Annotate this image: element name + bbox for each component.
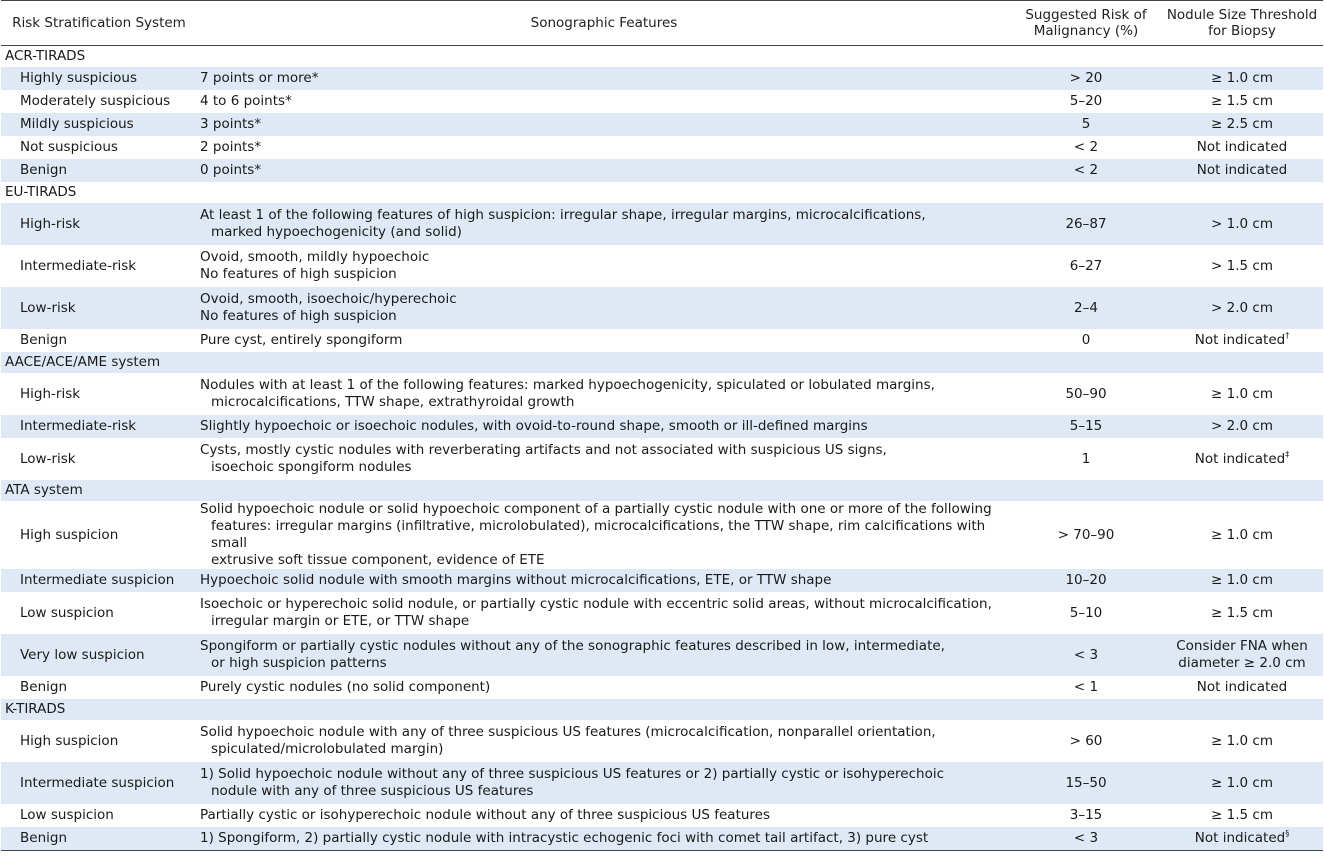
threshold-text: ≥ 1.5 cm — [1211, 93, 1273, 109]
risk-of-malignancy: 10–20 — [1011, 569, 1161, 592]
threshold-text: diameter ≥ 2.0 cm — [1178, 655, 1306, 671]
feature-line: nodule with any of three suspicious US features — [211, 783, 534, 799]
feature-line: spiculated/microlobulated margin) — [211, 741, 444, 757]
threshold-text: ≥ 1.0 cm — [1211, 385, 1273, 402]
category-label: Benign — [20, 679, 67, 695]
risk-of-malignancy: 26–87 — [1011, 203, 1161, 245]
risk-of-malignancy: > 20 — [1011, 67, 1161, 90]
sonographic-features — [197, 501, 1011, 569]
threshold-text: Not indicated — [1194, 830, 1286, 846]
feature-line: isoechoic spongiform nodules — [211, 459, 412, 475]
size-threshold — [1161, 592, 1323, 634]
size-threshold — [1161, 501, 1323, 569]
size-threshold — [1161, 438, 1323, 480]
feature-line: Ovoid, smooth, mildly hypoechoic — [200, 249, 430, 265]
threshold-text: ≥ 1.5 cm — [1211, 807, 1273, 823]
sonographic-features — [197, 438, 1011, 480]
feature-line: 3 points* — [200, 116, 262, 132]
threshold-text: Not indicated — [1194, 332, 1286, 348]
threshold-text: > 1.5 cm — [1211, 257, 1273, 274]
risk-of-malignancy: 1 — [1081, 450, 1091, 467]
table-row — [1, 676, 1323, 699]
category-label: Intermediate suspicion — [1, 569, 197, 592]
group-title: AACE/ACE/AME system — [1, 352, 1323, 373]
category-label: Not suspicious — [20, 139, 118, 155]
group-row — [1, 699, 1323, 720]
size-threshold — [1161, 67, 1323, 90]
feature-line: microcalcifications, TTW shape, extrathyroidal growth — [211, 394, 575, 410]
header-risk: Suggested Risk of Malignancy (%) — [1025, 7, 1147, 39]
category-label: Benign — [1, 827, 197, 851]
category-label: Intermediate suspicion — [1, 762, 197, 804]
risk-of-malignancy: 0 — [1081, 332, 1091, 348]
risk-of-malignancy: 5 — [1011, 113, 1161, 136]
size-threshold — [1161, 415, 1323, 438]
sonographic-features — [197, 569, 1011, 592]
size-threshold — [1161, 113, 1323, 136]
category-label: High-risk — [1, 203, 197, 245]
risk-of-malignancy: 5–15 — [1011, 415, 1161, 438]
feature-line: 0 points* — [200, 162, 262, 178]
feature-line: Spongiform or partially cystic nodules without any of the sonographic features described in low, intermediate, — [200, 638, 945, 654]
risk-of-malignancy: 5–20 — [1069, 93, 1103, 109]
category-label: Benign — [20, 332, 67, 348]
threshold-text: Not indicated — [1196, 139, 1288, 155]
feature-line: At least 1 of the following features of high suspicion: irregular shape, irregular margins, microcalcifications, — [200, 207, 926, 223]
footnote-mark: ‡ — [1285, 449, 1290, 459]
feature-line: Partially cystic or isohyperechoic nodule without any of three suspicious US features — [200, 807, 771, 823]
category-label: Low suspicion — [20, 807, 114, 823]
sonographic-features — [197, 804, 1011, 827]
feature-line: features: irregular margins (infiltrative, microlobulated), microcalcifications, the TTW shape, rim calcifications with small — [211, 518, 986, 551]
threshold-text: ≥ 1.5 cm — [1211, 604, 1273, 621]
threshold-text: Not indicated — [1196, 679, 1288, 695]
header-threshold: Nodule Size Threshold for Biopsy — [1166, 7, 1318, 39]
feature-line: 2 points* — [200, 139, 262, 155]
table-row — [1, 592, 1323, 634]
table-row — [1, 720, 1323, 762]
group-row — [1, 480, 1323, 501]
risk-of-malignancy: > 60 — [1069, 732, 1103, 749]
table-row — [1, 329, 1323, 352]
feature-line: Solid hypoechoic nodule or solid hypoechoic component of a partially cystic nodule with one or more of the following — [200, 501, 992, 517]
feature-line: Slightly hypoechoic or isoechoic nodules, with ovoid-to-round shape, smooth or ill-defined margins — [200, 418, 868, 434]
size-threshold — [1161, 676, 1323, 699]
threshold-text: > 2.0 cm — [1211, 418, 1273, 434]
size-threshold — [1161, 373, 1323, 415]
size-threshold — [1161, 287, 1323, 329]
feature-line: Isoechoic or hyperechoic solid nodule, or partially cystic nodule with eccentric solid areas, without microcalcification, — [200, 596, 992, 612]
risk-of-malignancy: < 3 — [1011, 634, 1161, 676]
size-threshold — [1161, 827, 1323, 851]
risk-of-malignancy: < 1 — [1073, 679, 1099, 695]
sonographic-features — [197, 373, 1011, 415]
group-row — [1, 182, 1323, 203]
risk-of-malignancy: 15–50 — [1011, 762, 1161, 804]
sonographic-features — [197, 203, 1011, 245]
sonographic-features — [197, 415, 1011, 438]
category-label: Low-risk — [1, 287, 197, 329]
feature-line: Pure cyst, entirely spongiform — [200, 332, 403, 348]
threshold-text: Not indicated — [1196, 162, 1288, 178]
threshold-text: ≥ 1.0 cm — [1211, 572, 1273, 588]
group-title: K-TIRADS — [1, 699, 1323, 720]
category-label: Highly suspicious — [1, 67, 197, 90]
size-threshold — [1161, 329, 1323, 352]
feature-line: or high suspicion patterns — [211, 655, 387, 671]
risk-of-malignancy: 5–10 — [1069, 604, 1103, 621]
group-title: EU-TIRADS — [5, 184, 77, 200]
feature-line: Purely cystic nodules (no solid component) — [200, 679, 491, 695]
threshold-text: ≥ 1.0 cm — [1211, 70, 1273, 86]
risk-of-malignancy: 2–4 — [1011, 287, 1161, 329]
size-threshold — [1161, 203, 1323, 245]
sonographic-features — [197, 329, 1011, 352]
size-threshold — [1161, 245, 1323, 287]
header-features: Sonographic Features — [530, 15, 678, 31]
risk-of-malignancy: < 2 — [1073, 139, 1099, 155]
category-label: Low-risk — [20, 450, 76, 467]
category-label: Low suspicion — [20, 604, 114, 621]
feature-line: Hypoechoic solid nodule with smooth margins without microcalcifications, ETE, or TTW shape — [200, 572, 832, 588]
size-threshold — [1161, 159, 1323, 182]
table-row — [1, 569, 1323, 592]
category-label: High suspicion — [20, 526, 119, 543]
table-row — [1, 203, 1323, 245]
table-row — [1, 287, 1323, 329]
category-label: Mildly suspicious — [1, 113, 197, 136]
table-row — [1, 762, 1323, 804]
risk-of-malignancy: > 70–90 — [1057, 526, 1115, 543]
sonographic-features — [197, 634, 1011, 676]
table-row — [1, 67, 1323, 90]
header-system: Risk Stratification System — [12, 15, 186, 31]
sonographic-features — [197, 159, 1011, 182]
table-body — [1, 46, 1323, 851]
sonographic-features — [197, 592, 1011, 634]
sonographic-features — [197, 245, 1011, 287]
threshold-text: > 1.0 cm — [1211, 215, 1273, 232]
category-label: Moderately suspicious — [20, 93, 171, 109]
table-row — [1, 438, 1323, 480]
sonographic-features — [197, 287, 1011, 329]
table-row — [1, 159, 1323, 182]
group-title: ACR-TIRADS — [5, 48, 86, 64]
threshold-text: ≥ 1.0 cm — [1211, 526, 1273, 543]
size-threshold — [1161, 90, 1323, 113]
size-threshold — [1161, 762, 1323, 804]
sonographic-features — [197, 67, 1011, 90]
feature-line: irregular margin or ETE, or TTW shape — [211, 613, 470, 629]
table-row — [1, 90, 1323, 113]
table-row — [1, 804, 1323, 827]
feature-line: No features of high suspicion — [200, 308, 397, 324]
table-row — [1, 827, 1323, 851]
threshold-text: ≥ 1.0 cm — [1211, 732, 1273, 749]
size-threshold — [1161, 634, 1323, 676]
category-label: Intermediate-risk — [1, 415, 197, 438]
sonographic-features — [197, 113, 1011, 136]
threshold-text: > 2.0 cm — [1211, 299, 1273, 316]
threshold-text: Consider FNA when — [1176, 638, 1308, 654]
size-threshold — [1161, 720, 1323, 762]
threshold-text: Not indicated — [1194, 450, 1286, 467]
sonographic-features — [197, 676, 1011, 699]
feature-line: extrusive soft tissue component, evidence of ETE — [211, 552, 545, 568]
risk-of-malignancy: 50–90 — [1065, 385, 1107, 402]
feature-line: 1) Spongiform, 2) partially cystic nodule with intracystic echogenic foci with comet tail artifact, 3) pure cyst — [200, 830, 929, 846]
category-label: High-risk — [20, 385, 81, 402]
risk-of-malignancy: 6–27 — [1069, 257, 1103, 274]
feature-line: Cysts, mostly cystic nodules with reverberating artifacts and not associated with suspicious US signs, — [200, 442, 887, 458]
group-row — [1, 46, 1323, 68]
table-row — [1, 113, 1323, 136]
table-row — [1, 634, 1323, 676]
sonographic-features — [197, 136, 1011, 159]
table-row — [1, 136, 1323, 159]
size-threshold — [1161, 136, 1323, 159]
sonographic-features — [197, 720, 1011, 762]
size-threshold — [1161, 569, 1323, 592]
feature-line: 4 to 6 points* — [200, 93, 292, 109]
sonographic-features — [197, 762, 1011, 804]
feature-line: 1) Solid hypoechoic nodule without any of three suspicious US features or 2) partially cystic or isohyperechoic — [200, 766, 945, 782]
risk-stratification-table — [1, 0, 1323, 851]
threshold-text: ≥ 2.5 cm — [1211, 116, 1273, 132]
footnote-mark: § — [1285, 829, 1290, 838]
feature-line: No features of high suspicion — [200, 266, 397, 282]
threshold-text: ≥ 1.0 cm — [1211, 774, 1273, 791]
sonographic-features — [197, 827, 1011, 851]
risk-of-malignancy: < 2 — [1011, 159, 1161, 182]
table-row — [1, 501, 1323, 569]
feature-line: Ovoid, smooth, isoechoic/hyperechoic — [200, 291, 457, 307]
group-title: ATA system — [1, 480, 1323, 501]
risk-of-malignancy: 3–15 — [1069, 807, 1103, 823]
category-label: High suspicion — [20, 732, 119, 749]
risk-of-malignancy: < 3 — [1011, 827, 1161, 851]
category-label: Benign — [1, 159, 197, 182]
table-row — [1, 415, 1323, 438]
category-label: Very low suspicion — [1, 634, 197, 676]
feature-line: Solid hypoechoic nodule with any of three suspicious US features (microcalcification, nonparallel orientation, — [200, 724, 936, 740]
category-label: Intermediate-risk — [20, 257, 137, 274]
table-header — [1, 1, 1323, 46]
feature-line: marked hypoechogenicity (and solid) — [211, 224, 462, 240]
footnote-mark: † — [1285, 331, 1290, 340]
feature-line: 7 points or more* — [200, 70, 319, 86]
group-row — [1, 352, 1323, 373]
size-threshold — [1161, 804, 1323, 827]
feature-line: Nodules with at least 1 of the following features: marked hypoechogenicity, spiculated or lobulated margins, — [200, 377, 935, 393]
table-row — [1, 373, 1323, 415]
table-row — [1, 245, 1323, 287]
sonographic-features — [197, 90, 1011, 113]
